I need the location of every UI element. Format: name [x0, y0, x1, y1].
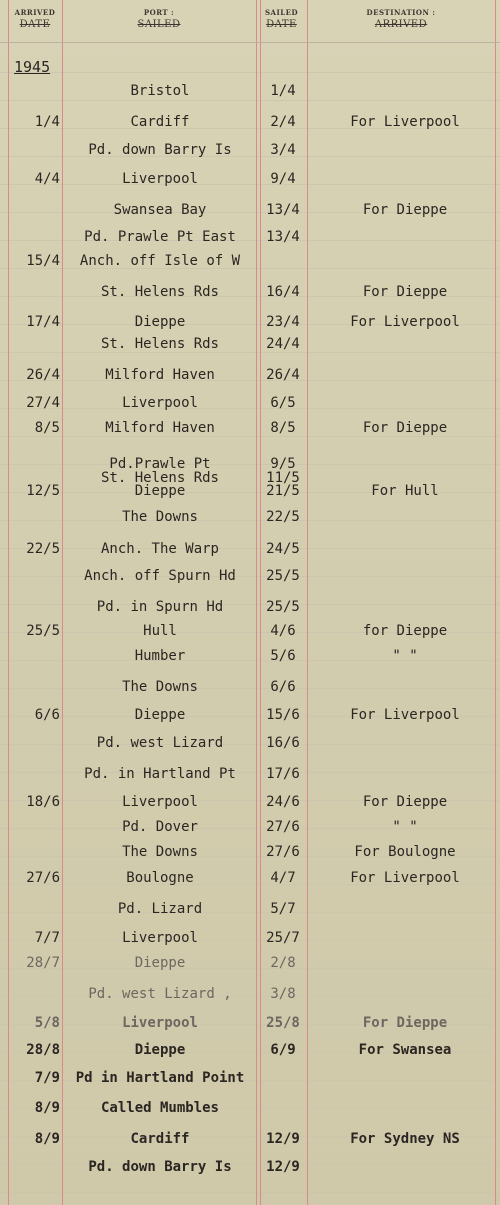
sailed-date-cell: 27/6	[266, 844, 300, 860]
sailed-date-cell: 12/9	[266, 1131, 300, 1147]
ledger-row	[0, 253, 500, 275]
port-cell: St. Helens Rds	[100, 284, 219, 300]
arrived-date-cell: 26/4	[26, 367, 60, 383]
sailed-date-cell: 11/5	[266, 470, 300, 486]
ledger-row	[0, 844, 500, 866]
ledger-row	[0, 509, 500, 531]
port-cell: Dieppe	[134, 314, 186, 330]
ledger-row	[0, 599, 500, 621]
destination-cell: for Dieppe	[362, 623, 448, 639]
sailed-date-cell: 3/8	[270, 986, 296, 1002]
sailed-date-cell: 24/5	[266, 541, 300, 557]
port-cell: The Downs	[122, 509, 198, 525]
port-cell: Cardiff	[130, 1131, 190, 1147]
sailed-date-cell: 1/4	[270, 83, 296, 99]
arrived-date-cell: 17/4	[26, 314, 60, 330]
port-cell: Hull	[143, 623, 177, 639]
ledger-row	[0, 367, 500, 389]
sailed-date-cell: 6/6	[270, 679, 296, 695]
destination-cell: For Dieppe	[362, 284, 448, 300]
ledger-row	[0, 420, 500, 442]
destination-cell: For Hull	[371, 483, 439, 499]
arrived-date-cell: 8/9	[34, 1131, 60, 1147]
ledger-row	[0, 83, 500, 105]
ledger-row	[0, 766, 500, 788]
ledger-row	[0, 114, 500, 136]
port-cell: Pd.Prawle Pt	[109, 456, 211, 472]
sailed-date-cell: 13/4	[266, 202, 300, 218]
sailed-date-cell: 25/5	[266, 568, 300, 584]
sailed-date-cell: 22/5	[266, 509, 300, 525]
port-cell: Liverpool	[122, 171, 198, 187]
destination-cell: For Liverpool	[350, 870, 460, 886]
ledger-row	[0, 1159, 500, 1181]
arrived-date-cell: 1/4	[34, 114, 60, 130]
port-cell: Boulogne	[126, 870, 194, 886]
header-destination-arrived	[307, 0, 495, 30]
arrived-date-cell: 28/7	[26, 955, 60, 971]
header-sailed-label: SAILED	[137, 19, 181, 30]
port-cell: Pd. Prawle Pt East	[84, 229, 236, 245]
port-cell: St. Helens Rds	[100, 470, 219, 486]
sailed-date-cell: 5/7	[270, 901, 296, 917]
sailed-date-cell: 27/6	[266, 819, 300, 835]
arrived-date-cell: 7/7	[34, 930, 60, 946]
port-cell: Pd. in Spurn Hd	[96, 599, 224, 615]
ledger-row	[0, 1100, 500, 1122]
arrived-date-cell: 8/5	[34, 420, 60, 436]
port-cell: Liverpool	[122, 794, 198, 810]
sailed-date-cell: 6/5	[270, 395, 296, 411]
arrived-date-cell: 5/8	[34, 1015, 60, 1031]
destination-cell: For Dieppe	[362, 794, 448, 810]
sailed-date-cell: 8/5	[270, 420, 296, 436]
sailed-date-cell: 24/4	[266, 336, 300, 352]
sailed-date-cell: 16/4	[266, 284, 300, 300]
arrived-date-cell: 28/8	[26, 1042, 60, 1058]
header-sailed-top-label: SAILED	[264, 8, 299, 17]
sailed-date-cell: 4/6	[270, 623, 296, 639]
port-cell: Pd. Dover	[122, 819, 198, 835]
sailed-date-cell: 17/6	[266, 766, 300, 782]
arrived-date-cell: 7/9	[34, 1070, 60, 1086]
sailed-date-cell: 26/4	[266, 367, 300, 383]
port-cell: The Downs	[122, 844, 198, 860]
arrived-date-cell: 27/6	[26, 870, 60, 886]
sailed-date-cell: 9/5	[270, 456, 296, 472]
header-underline	[0, 42, 500, 43]
port-cell: Liverpool	[122, 395, 198, 411]
ledger-row	[0, 707, 500, 729]
port-cell: Milford Haven	[105, 420, 215, 436]
arrived-date-cell: 27/4	[26, 395, 60, 411]
destination-cell: For Swansea	[358, 1042, 452, 1058]
arrived-date-cell: 15/4	[26, 253, 60, 269]
header-arrived-date	[8, 0, 62, 30]
header-port-label: PORT :	[143, 8, 175, 17]
ledger-row	[0, 171, 500, 193]
header-destination-label: DESTINATION :	[366, 8, 436, 17]
port-cell: Anch. off Spurn Hd	[84, 568, 236, 584]
port-cell: Anch. off Isle of W	[79, 253, 241, 269]
sailed-date-cell: 23/4	[266, 314, 300, 330]
port-cell: Pd. down Barry Is	[88, 142, 232, 158]
sailed-date-cell: 16/6	[266, 735, 300, 751]
ledger-row	[0, 901, 500, 923]
ledger-row	[0, 1070, 500, 1092]
ledger-row	[0, 568, 500, 590]
destination-cell: For Liverpool	[350, 314, 460, 330]
destination-cell: For Liverpool	[350, 114, 460, 130]
ledger-row	[0, 395, 500, 417]
ledger-row	[0, 735, 500, 757]
ledger-row	[0, 336, 500, 358]
ledger-row	[0, 1042, 500, 1064]
arrived-date-cell: 8/9	[34, 1100, 60, 1116]
port-cell: Dieppe	[134, 1042, 186, 1058]
arrived-date-cell: 12/5	[26, 483, 60, 499]
sailed-date-cell: 25/8	[266, 1015, 300, 1031]
port-cell: Milford Haven	[105, 367, 215, 383]
sailed-date-cell: 2/4	[270, 114, 296, 130]
ledger-row	[0, 986, 500, 1008]
port-cell: Dieppe	[134, 483, 186, 499]
port-cell: Pd. west Lizard	[96, 735, 224, 751]
port-cell: Liverpool	[122, 930, 198, 946]
header-sailed-date	[256, 0, 307, 30]
destination-cell: For Dieppe	[362, 202, 448, 218]
ledger-row	[0, 1131, 500, 1153]
destination-cell: For Dieppe	[362, 420, 448, 436]
arrived-date-cell: 22/5	[26, 541, 60, 557]
port-cell: Pd. down Barry Is	[88, 1159, 232, 1175]
ledger-row	[0, 819, 500, 841]
arrived-date-cell: 4/4	[34, 171, 60, 187]
ledger-row	[0, 623, 500, 645]
sailed-date-cell: 15/6	[266, 707, 300, 723]
port-cell: Dieppe	[134, 955, 186, 971]
ledger-row	[0, 1015, 500, 1037]
column-header	[0, 0, 500, 42]
port-cell: Pd in Hartland Point	[75, 1070, 245, 1086]
ledger-row	[0, 870, 500, 892]
port-cell: Dieppe	[134, 707, 186, 723]
sailed-date-cell: 9/4	[270, 171, 296, 187]
sailed-date-cell: 4/7	[270, 870, 296, 886]
header-date-label: DATE	[19, 19, 51, 30]
sailed-date-cell: 12/9	[266, 1159, 300, 1175]
sailed-date-cell: 6/9	[270, 1042, 296, 1058]
ruling-line	[0, 1192, 500, 1193]
destination-cell: For Boulogne	[354, 844, 456, 860]
ledger-row	[0, 541, 500, 563]
ledger-row	[0, 229, 500, 251]
year-label: 1945	[14, 58, 51, 76]
ledger-row	[0, 202, 500, 224]
destination-cell: " "	[392, 648, 418, 664]
destination-cell: For Dieppe	[362, 1015, 448, 1031]
sailed-date-cell: 21/5	[266, 483, 300, 499]
ruling-line	[0, 72, 500, 73]
destination-cell: " "	[392, 819, 418, 835]
port-cell: Called Mumbles	[100, 1100, 219, 1116]
ledger-row	[0, 648, 500, 670]
arrived-date-cell: 6/6	[34, 707, 60, 723]
sailed-date-cell: 13/4	[266, 229, 300, 245]
port-cell: Humber	[134, 648, 186, 664]
port-cell: Pd. in Hartland Pt	[84, 766, 236, 782]
sailed-date-cell: 3/4	[270, 142, 296, 158]
header-sailed-date-label: DATE	[266, 19, 297, 30]
arrived-date-cell: 18/6	[26, 794, 60, 810]
header-arrived-label-dest: ARRIVED	[374, 19, 428, 30]
ledger-row	[0, 314, 500, 336]
sailed-date-cell: 25/5	[266, 599, 300, 615]
port-cell: Bristol	[130, 83, 190, 99]
header-arrived-label: ARRIVED	[14, 8, 56, 17]
port-cell: Swansea Bay	[113, 202, 207, 218]
port-cell: Cardiff	[130, 114, 190, 130]
ledger-row	[0, 284, 500, 306]
sailed-date-cell: 24/6	[266, 794, 300, 810]
ledger-row	[0, 930, 500, 952]
port-cell: The Downs	[122, 679, 198, 695]
ledger-row	[0, 794, 500, 816]
ledger-row	[0, 483, 500, 505]
ledger-row	[0, 955, 500, 977]
sailed-date-cell: 25/7	[266, 930, 300, 946]
ledger-row	[0, 679, 500, 701]
destination-cell: For Liverpool	[350, 707, 460, 723]
port-cell: St. Helens Rds	[100, 336, 219, 352]
port-cell: Pd. west Lizard ,	[88, 986, 232, 1002]
sailed-date-cell: 2/8	[270, 955, 296, 971]
destination-cell: For Sydney NS	[350, 1131, 460, 1147]
port-cell: Anch. The Warp	[100, 541, 219, 557]
port-cell: Liverpool	[122, 1015, 198, 1031]
arrived-date-cell: 25/5	[26, 623, 60, 639]
ledger-row	[0, 142, 500, 164]
sailed-date-cell: 5/6	[270, 648, 296, 664]
port-cell: Pd. Lizard	[117, 901, 203, 917]
header-port-sailed	[62, 0, 256, 30]
